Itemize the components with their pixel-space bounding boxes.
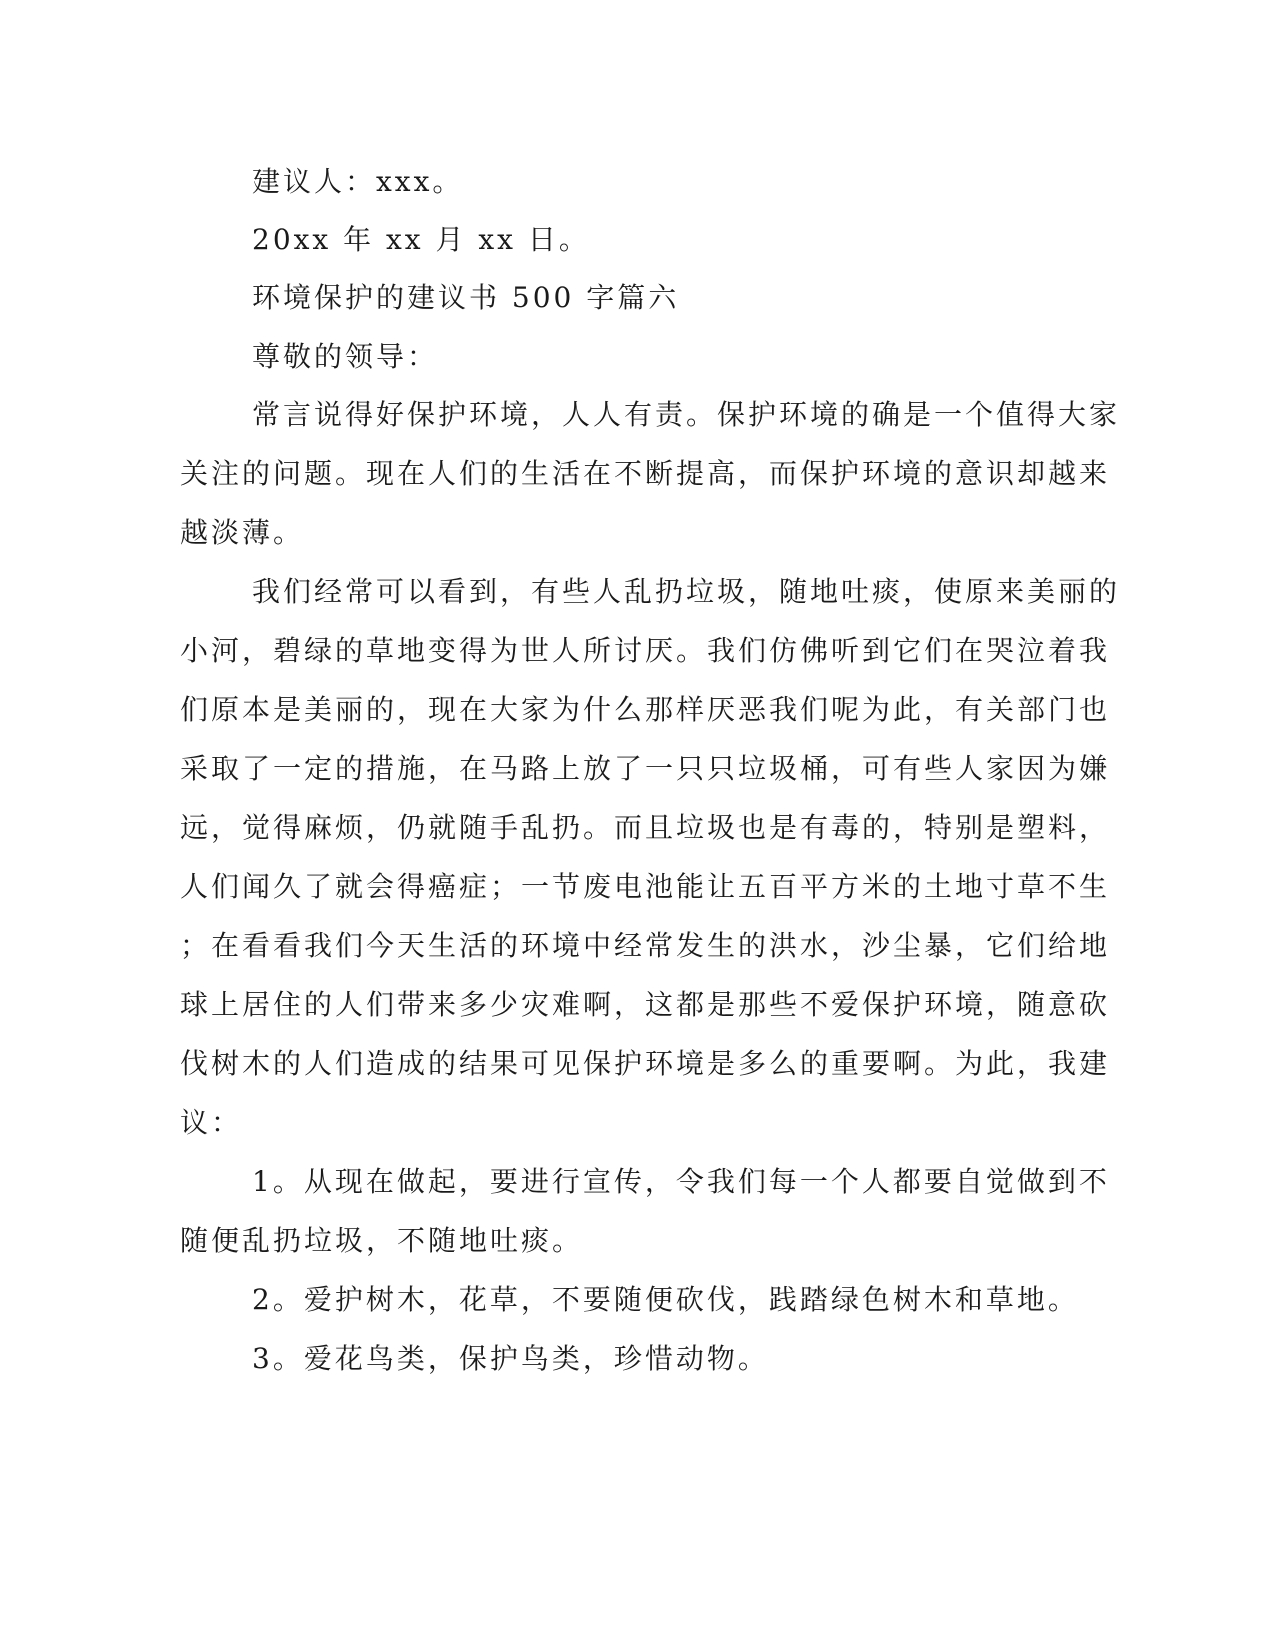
list-item: 2。爱护树木，花草，不要随便砍伐，践踏绿色树木和草地。 — [252, 1283, 1079, 1316]
list-item: 1。从现在做起，要进行宣传，令我们每一个人都要自觉做到不 — [252, 1165, 1110, 1198]
paragraph-line: 们原本是美丽的，现在大家为什么那样厌恶我们呢为此，有关部门也 — [180, 693, 1111, 726]
paragraph-line: 人们闻久了就会得癌症；一节废电池能让五百平方米的土地寸草不生 — [180, 870, 1111, 903]
paragraph-line: 议： — [180, 1106, 243, 1139]
paragraph-line: 远，觉得麻烦，仍就随手乱扔。而且垃圾也是有毒的，特别是塑料， — [180, 811, 1111, 844]
paragraph-line: 越淡薄。 — [180, 516, 305, 549]
salutation: 尊敬的领导： — [252, 340, 439, 373]
paragraph-line: 关注的问题。现在人们的生活在不断提高，而保护环境的意识却越来 — [180, 457, 1111, 490]
paragraph-line: 球上居住的人们带来多少灾难啊，这都是那些不爱保护环境，随意砍 — [180, 988, 1111, 1021]
date-line: 20xx 年 xx 月 xx 日。 — [252, 223, 590, 256]
proposer-line: 建议人：xxx。 — [252, 165, 464, 198]
list-item: 3。爱花鸟类，保护鸟类，珍惜动物。 — [252, 1342, 769, 1375]
paragraph-line: ；在看看我们今天生活的环境中经常发生的洪水，沙尘暴，它们给地 — [180, 929, 1111, 962]
list-item-continuation: 随便乱扔垃圾，不随地吐痰。 — [180, 1224, 584, 1257]
paragraph-line: 伐树木的人们造成的结果可见保护环境是多么的重要啊。为此，我建 — [180, 1047, 1111, 1080]
paragraph-line: 小河，碧绿的草地变得为世人所讨厌。我们仿佛听到它们在哭泣着我 — [180, 634, 1111, 667]
paragraph-line: 采取了一定的措施，在马路上放了一只只垃圾桶，可有些人家因为嫌 — [180, 752, 1111, 785]
paragraph-line: 我们经常可以看到，有些人乱扔垃圾，随地吐痰，使原来美丽的 — [252, 575, 1121, 608]
paragraph-line: 常言说得好保护环境，人人有责。保护环境的确是一个值得大家 — [252, 398, 1121, 431]
section-title: 环境保护的建议书 500 字篇六 — [252, 281, 680, 314]
